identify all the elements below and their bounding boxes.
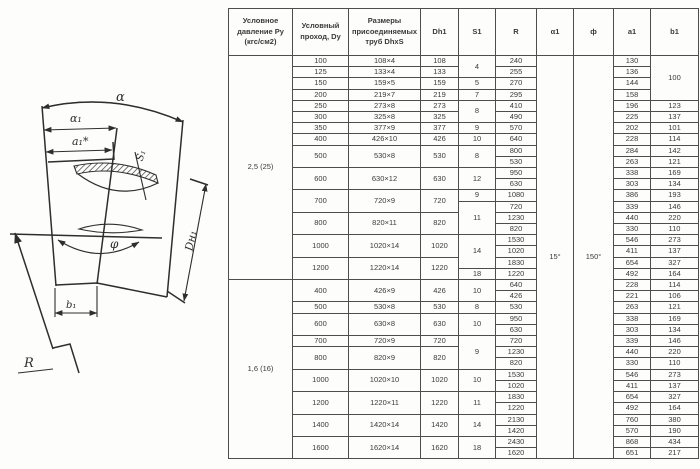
table-cell: 144	[614, 78, 651, 89]
a1star-label: a₁*	[72, 135, 89, 148]
table-cell: 8	[459, 302, 496, 313]
column-header-2: Размеры присоединяемых труб DhxS	[349, 9, 421, 56]
table-cell: 426	[496, 291, 537, 302]
table-cell: 530×8	[349, 145, 421, 167]
alpha1-dim-line	[44, 128, 116, 130]
table-body	[229, 56, 699, 459]
table-cell: 108×4	[349, 56, 421, 67]
table-cell: 426	[421, 134, 459, 145]
table-cell: 720	[496, 336, 537, 347]
table-cell: 1080	[496, 190, 537, 201]
pipe-segment-diagram	[0, 0, 230, 469]
table-cell: 800	[293, 347, 349, 369]
table-cell: 380	[651, 414, 699, 425]
table-cell: 1830	[496, 257, 537, 268]
table-cell: 1200	[293, 257, 349, 279]
table-cell: 1020	[496, 246, 537, 257]
table-cell: 339	[614, 336, 651, 347]
table-cell: 630×12	[349, 168, 421, 190]
table-cell: 330	[614, 224, 651, 235]
phi-arc	[58, 240, 139, 254]
table-cell: 820×9	[349, 347, 421, 369]
table-cell: 800	[293, 212, 349, 234]
table-cell: 386	[614, 190, 651, 201]
table-cell: 820	[421, 212, 459, 234]
table-cell: 123	[651, 100, 699, 111]
r-label: R	[24, 356, 34, 371]
table-cell: 640	[496, 134, 537, 145]
table-cell: 164	[651, 268, 699, 279]
table-cell: 339	[614, 201, 651, 212]
column-header-1: Условный проход, Dy	[293, 9, 349, 56]
table-cell: 700	[293, 190, 349, 212]
table-cell: 300	[293, 112, 349, 123]
table-cell: 1420	[421, 414, 459, 436]
table-cell: 492	[614, 403, 651, 414]
table-cell: 1220	[421, 257, 459, 279]
table-cell: 134	[651, 324, 699, 335]
table-header-row	[229, 9, 699, 56]
table-cell: 440	[614, 212, 651, 223]
table-cell: 270	[496, 78, 537, 89]
table-cell: 110	[651, 224, 699, 235]
a1star-dim-line	[46, 150, 112, 152]
table-cell: 1400	[293, 414, 349, 436]
table-cell: 200	[293, 89, 349, 100]
column-header-8: a1	[614, 9, 651, 56]
table-cell: 950	[496, 313, 537, 324]
table-cell: 720×9	[349, 336, 421, 347]
table-cell: 219	[421, 89, 459, 100]
table-cell: 1420×14	[349, 414, 421, 436]
table-cell: 125	[293, 67, 349, 78]
table-cell: 426	[421, 280, 459, 302]
table-cell: 169	[651, 313, 699, 324]
table-cell: 100	[293, 56, 349, 67]
table-cell: 14	[459, 235, 496, 269]
table-cell: 150	[293, 78, 349, 89]
table-cell: 1200	[293, 392, 349, 414]
table-cell: 530	[421, 145, 459, 167]
table-cell: 1220	[496, 268, 537, 279]
column-header-5: R	[496, 9, 537, 56]
table-cell: 1230	[496, 347, 537, 358]
table-cell: 411	[614, 380, 651, 391]
table-cell: 1020	[496, 380, 537, 391]
table-cell: 654	[614, 392, 651, 403]
table-cell: 800	[496, 145, 537, 156]
table-cell: 720	[496, 201, 537, 212]
table-cell: 202	[614, 123, 651, 134]
table-cell: 228	[614, 134, 651, 145]
table-cell: 273×8	[349, 100, 421, 111]
table-cell: 10	[459, 134, 496, 145]
table-cell: 1830	[496, 392, 537, 403]
table-cell: 820×11	[349, 212, 421, 234]
table-cell: 263	[614, 156, 651, 167]
table-cell: 10	[459, 369, 496, 391]
table-cell: 303	[614, 324, 651, 335]
table-cell: 338	[614, 168, 651, 179]
table-cell: 263	[614, 302, 651, 313]
table-cell: 500	[293, 302, 349, 313]
table-cell: 10	[459, 280, 496, 302]
alpha1-label: α₁	[70, 112, 82, 125]
table-cell: 1600	[293, 436, 349, 458]
table-cell: 190	[651, 425, 699, 436]
table-cell: 108	[421, 56, 459, 67]
table-cell: 377×9	[349, 123, 421, 134]
table-cell: 820	[496, 224, 537, 235]
table-cell: 303	[614, 179, 651, 190]
table-cell: 654	[614, 257, 651, 268]
table-cell: 492	[614, 268, 651, 279]
pressure-cell: 1,6 (16)	[229, 280, 293, 459]
column-header-6: α1	[537, 9, 574, 56]
table-cell: 10	[459, 313, 496, 335]
table-cell: 220	[651, 347, 699, 358]
table-cell: 640	[496, 280, 537, 291]
table-cell: 530	[496, 156, 537, 167]
table-cell: 1530	[496, 235, 537, 246]
table-cell: 1420	[496, 425, 537, 436]
table-cell: 106	[651, 291, 699, 302]
dimensions-table	[228, 8, 699, 459]
table-cell: 8	[459, 100, 496, 122]
table-cell: 121	[651, 302, 699, 313]
table-cell: 1530	[496, 369, 537, 380]
table-cell: 158	[614, 89, 651, 100]
table-cell: 159	[421, 78, 459, 89]
table-cell: 255	[496, 67, 537, 78]
table-cell: 600	[293, 168, 349, 190]
table-cell: 220	[651, 212, 699, 223]
table-cell: 101	[651, 123, 699, 134]
table-cell: 1020×10	[349, 369, 421, 391]
table-cell: 295	[496, 89, 537, 100]
segment-outline	[10, 102, 183, 373]
table-cell: 490	[496, 112, 537, 123]
table-cell: 130	[614, 56, 651, 67]
table-cell: 630	[496, 179, 537, 190]
table-cell: 377	[421, 123, 459, 134]
table-cell: 137	[651, 246, 699, 257]
table-cell: 273	[421, 100, 459, 111]
table-cell: 15°	[537, 56, 574, 459]
table-cell: 7	[459, 89, 496, 100]
table-cell: 1020	[421, 235, 459, 257]
dn1-label: Dн₁	[182, 229, 200, 252]
table-cell: 14	[459, 414, 496, 436]
table-cell: 240	[496, 56, 537, 67]
table-cell: 1220	[421, 392, 459, 414]
table-cell: 1230	[496, 212, 537, 223]
table-cell: 1220	[496, 403, 537, 414]
table-cell: 110	[651, 358, 699, 369]
table-cell: 600	[293, 313, 349, 335]
table-cell: 137	[651, 112, 699, 123]
table-cell: 1220×14	[349, 257, 421, 279]
table-cell: 570	[614, 425, 651, 436]
table-cell: 400	[293, 280, 349, 302]
table-cell: 530	[421, 302, 459, 313]
table-cell: 133×4	[349, 67, 421, 78]
table-cell: 700	[293, 336, 349, 347]
table-cell: 114	[651, 280, 699, 291]
pressure-cell: 2,5 (25)	[229, 56, 293, 280]
table-cell: 325×8	[349, 112, 421, 123]
table-cell: 720	[421, 336, 459, 347]
column-header-7: ф	[574, 9, 614, 56]
table-cell: 325	[421, 112, 459, 123]
column-header-9: b1	[651, 9, 699, 56]
table-cell: 100	[651, 56, 699, 101]
table-cell: 9	[459, 336, 496, 370]
table-cell: 1620	[421, 436, 459, 458]
adjacent-segment-lines	[15, 179, 208, 349]
alpha-label: α	[116, 90, 125, 105]
table-cell: 720	[421, 190, 459, 212]
table-cell: 400	[293, 134, 349, 145]
table-cell: 950	[496, 168, 537, 179]
table-cell: 1620×14	[349, 436, 421, 458]
table-cell: 546	[614, 369, 651, 380]
table-cell: 530×8	[349, 302, 421, 313]
column-header-0: Условное давление Ру (кгс/см2)	[229, 9, 293, 56]
table-cell: 868	[614, 436, 651, 447]
table-cell: 133	[421, 67, 459, 78]
table-cell: 1000	[293, 369, 349, 391]
table-cell: 426×9	[349, 280, 421, 302]
table-cell: 142	[651, 145, 699, 156]
table-cell: 134	[651, 179, 699, 190]
table-cell: 1020	[421, 369, 459, 391]
table-cell: 330	[614, 358, 651, 369]
table-cell: 136	[614, 67, 651, 78]
table-cell: 225	[614, 112, 651, 123]
table-cell: 530	[496, 302, 537, 313]
table-cell: 440	[614, 347, 651, 358]
table-cell: 217	[651, 448, 699, 459]
table-cell: 1620	[496, 448, 537, 459]
table-cell: 500	[293, 145, 349, 167]
table-cell: 651	[614, 448, 651, 459]
b1-label: b₁	[66, 300, 77, 311]
table-cell: 434	[651, 436, 699, 447]
table-cell: 1220×11	[349, 392, 421, 414]
table-cell: 426×10	[349, 134, 421, 145]
table-cell: 5	[459, 78, 496, 89]
table-cell: 146	[651, 201, 699, 212]
table-cell: 169	[651, 168, 699, 179]
table-cell: 250	[293, 100, 349, 111]
s1-label: S₁	[134, 148, 149, 163]
table-cell: 820	[421, 347, 459, 369]
table-cell: 338	[614, 313, 651, 324]
table-cell: 18	[459, 436, 496, 458]
table-cell: 11	[459, 392, 496, 414]
table-cell: 2130	[496, 414, 537, 425]
table-cell: 114	[651, 134, 699, 145]
table-cell: 410	[496, 100, 537, 111]
table-cell: 2430	[496, 436, 537, 447]
table-cell: 820	[496, 358, 537, 369]
table-cell: 11	[459, 201, 496, 235]
table-cell: 193	[651, 190, 699, 201]
table-cell: 196	[614, 100, 651, 111]
table-cell: 228	[614, 280, 651, 291]
table-cell: 164	[651, 403, 699, 414]
table-cell: 327	[651, 257, 699, 268]
table-cell: 159×5	[349, 78, 421, 89]
table-cell: 150°	[574, 56, 614, 459]
table-cell: 8	[459, 145, 496, 167]
phi-label: φ	[110, 237, 119, 251]
table-cell: 1000	[293, 235, 349, 257]
joint-lens	[79, 224, 142, 233]
table-cell: 12	[459, 168, 496, 190]
table-cell: 221	[614, 291, 651, 302]
column-header-4: S1	[459, 9, 496, 56]
table-cell: 4	[459, 56, 496, 78]
table-cell: 720×9	[349, 190, 421, 212]
table-cell: 284	[614, 145, 651, 156]
alpha-arc	[42, 102, 183, 122]
table-cell: 146	[651, 336, 699, 347]
table-cell: 18	[459, 268, 496, 279]
table-cell: 546	[614, 235, 651, 246]
table-cell: 121	[651, 156, 699, 167]
table-cell: 350	[293, 123, 349, 134]
table-cell: 9	[459, 123, 496, 134]
table-cell: 630×8	[349, 313, 421, 335]
table-cell: 411	[614, 246, 651, 257]
table-cell: 630	[421, 313, 459, 335]
table-cell: 219×7	[349, 89, 421, 100]
table-cell: 273	[651, 369, 699, 380]
table-cell: 273	[651, 235, 699, 246]
table-cell: 9	[459, 190, 496, 201]
table-cell: 760	[614, 414, 651, 425]
table-cell: 327	[651, 392, 699, 403]
table-cell: 630	[496, 324, 537, 335]
table-cell: 1020×14	[349, 235, 421, 257]
table-cell: 137	[651, 380, 699, 391]
table-cell: 570	[496, 123, 537, 134]
column-header-3: Dh1	[421, 9, 459, 56]
table-cell: 630	[421, 168, 459, 190]
